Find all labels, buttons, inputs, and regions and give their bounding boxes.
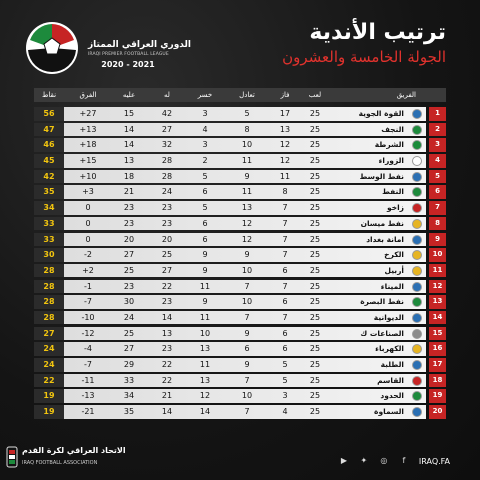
diff-cell: 0 — [85, 234, 91, 244]
lost-cell: 9 — [202, 265, 208, 275]
position-badge: 7 — [429, 201, 446, 215]
lost-cell: 13 — [199, 375, 211, 385]
team-name: الشرطة — [374, 140, 404, 150]
social-handle[interactable]: IRAQ.FA — [418, 456, 450, 466]
played-cell: 25 — [309, 109, 321, 118]
team-crest-icon — [412, 172, 422, 182]
row-bar — [34, 233, 426, 247]
table-row — [34, 310, 446, 326]
drawn-cell: 11 — [241, 156, 253, 166]
league-name-english: IRAQI PREMIER FOOTBALL LEAGUE — [88, 52, 169, 57]
drawn-cell: 7 — [244, 281, 250, 291]
diff-cell: -2 — [84, 250, 92, 260]
played-cell: 25 — [309, 297, 321, 307]
against-cell: 30 — [123, 297, 135, 307]
row-bar — [34, 154, 426, 168]
played-cell: 25 — [309, 124, 321, 134]
points-cell: 46 — [34, 138, 64, 152]
fa-name-english: IRAQ FOOTBALL ASSOCIATION — [22, 460, 98, 466]
fa-name-arabic: الاتحاد العراقي لكرة القدم — [22, 446, 126, 455]
position-badge: 17 — [429, 358, 446, 372]
social-links — [339, 456, 450, 466]
points-cell: 19 — [34, 389, 64, 403]
played-cell: 25 — [309, 265, 321, 275]
league-logo — [22, 18, 82, 78]
diff-cell: -10 — [81, 312, 95, 322]
position-badge: 20 — [429, 405, 446, 419]
against-cell: 25 — [123, 265, 135, 275]
points-cell: 24 — [34, 342, 64, 356]
diff-cell: +10 — [79, 171, 97, 181]
points-cell: 19 — [34, 405, 64, 419]
won-cell: 4 — [282, 407, 288, 417]
for-cell: 24 — [161, 187, 173, 197]
round-subtitle: الجولة الخامسة والعشرون — [282, 48, 446, 66]
footer — [0, 438, 480, 480]
against-cell: 23 — [123, 203, 135, 213]
team-crest-icon — [412, 203, 422, 213]
won-cell: 6 — [282, 297, 288, 307]
for-cell: 14 — [161, 407, 173, 417]
diff-cell: -4 — [84, 344, 92, 354]
col-diff: الفرق — [79, 91, 97, 99]
team-name: النجف — [381, 124, 404, 134]
row-bar — [34, 123, 426, 137]
points-cell: 47 — [34, 123, 64, 137]
diff-cell: -11 — [81, 375, 95, 385]
for-cell: 27 — [161, 265, 173, 275]
diff-cell: +3 — [82, 187, 94, 197]
position-badge: 18 — [429, 374, 446, 388]
diff-cell: -13 — [81, 391, 95, 401]
facebook-icon[interactable]: f — [402, 456, 406, 465]
team-name: الطلبة — [380, 360, 404, 369]
diff-cell: +27 — [79, 109, 97, 118]
for-cell: 23 — [161, 344, 173, 354]
drawn-cell: 7 — [244, 312, 250, 322]
played-cell: 25 — [309, 171, 321, 181]
position-badge: 11 — [429, 264, 446, 278]
table-row — [34, 247, 446, 263]
for-cell: 13 — [161, 328, 173, 338]
team-crest-icon — [412, 329, 422, 339]
team-crest-icon — [412, 407, 422, 417]
lost-cell: 6 — [202, 218, 208, 228]
row-bar — [34, 201, 426, 215]
played-cell: 25 — [309, 312, 321, 322]
lost-cell: 13 — [199, 344, 211, 354]
team-name: الكهرباء — [375, 344, 404, 354]
col-against: عليه — [122, 91, 136, 99]
position-badge: 16 — [429, 342, 446, 356]
team-crest-icon — [412, 297, 422, 307]
won-cell: 7 — [282, 312, 288, 322]
against-cell: 14 — [123, 124, 135, 134]
won-cell: 13 — [279, 124, 291, 134]
league-name-arabic: الدوري العراقي الممتاز — [88, 40, 191, 50]
won-cell: 12 — [279, 156, 291, 166]
position-badge: 14 — [429, 311, 446, 325]
position-badge: 8 — [429, 217, 446, 231]
table-row — [34, 357, 446, 373]
against-cell: 27 — [123, 344, 135, 354]
against-cell: 27 — [123, 250, 135, 260]
team-name: القوة الجوية — [358, 109, 404, 118]
against-cell: 24 — [123, 312, 135, 322]
for-cell: 22 — [161, 281, 173, 291]
table-row — [34, 263, 446, 279]
standings-table — [34, 106, 446, 420]
played-cell: 25 — [309, 391, 321, 401]
points-cell: 34 — [34, 201, 64, 215]
team-crest-icon — [412, 219, 422, 229]
played-cell: 25 — [309, 375, 321, 385]
for-cell: 27 — [161, 124, 173, 134]
played-cell: 25 — [309, 407, 321, 417]
lost-cell: 6 — [202, 187, 208, 197]
for-cell: 23 — [161, 203, 173, 213]
points-cell: 33 — [34, 217, 64, 231]
team-name: أربيل — [384, 265, 404, 275]
table-row — [34, 404, 446, 420]
table-row — [34, 373, 446, 389]
row-bar — [34, 327, 426, 341]
position-badge: 3 — [429, 138, 446, 152]
played-cell: 25 — [309, 281, 321, 291]
team-name: النفط — [382, 187, 404, 197]
against-cell: 14 — [123, 140, 135, 150]
against-cell: 23 — [123, 281, 135, 291]
points-cell: 27 — [34, 327, 64, 341]
row-bar — [34, 311, 426, 325]
points-cell: 28 — [34, 264, 64, 278]
drawn-cell: 13 — [241, 203, 253, 213]
for-cell: 25 — [161, 250, 173, 260]
for-cell: 14 — [161, 312, 173, 322]
page-title: ترتيب الأندية — [309, 20, 446, 45]
played-cell: 25 — [309, 156, 321, 166]
drawn-cell: 9 — [244, 250, 250, 260]
col-drawn: تعادل — [239, 91, 255, 99]
position-badge: 6 — [429, 185, 446, 199]
team-name: الكرخ — [384, 250, 404, 260]
points-cell: 30 — [34, 248, 64, 262]
against-cell: 25 — [123, 328, 135, 338]
row-bar — [34, 358, 426, 372]
for-cell: 22 — [161, 360, 173, 369]
team-crest-icon — [412, 235, 422, 245]
lost-cell: 5 — [202, 203, 208, 213]
lost-cell: 10 — [199, 328, 211, 338]
diff-cell: -1 — [84, 281, 92, 291]
lost-cell: 11 — [199, 312, 211, 322]
won-cell: 11 — [279, 171, 291, 181]
table-row — [34, 232, 446, 248]
played-cell: 25 — [309, 234, 321, 244]
table-row — [34, 106, 446, 122]
played-cell: 25 — [309, 140, 321, 150]
diff-cell: -7 — [84, 297, 92, 307]
points-cell: 56 — [34, 107, 64, 121]
team-crest-icon — [412, 109, 422, 119]
position-badge: 2 — [429, 123, 446, 137]
row-bar — [34, 405, 426, 419]
points-cell: 28 — [34, 295, 64, 309]
drawn-cell: 12 — [241, 234, 253, 244]
points-cell: 42 — [34, 170, 64, 184]
team-crest-icon — [412, 140, 422, 150]
row-bar — [34, 280, 426, 294]
for-cell: 22 — [161, 375, 173, 385]
team-name: زاخو — [387, 203, 404, 213]
col-points: نقاط — [41, 91, 57, 99]
row-bar — [34, 264, 426, 278]
won-cell: 6 — [282, 344, 288, 354]
diff-cell: -7 — [84, 360, 92, 369]
position-badge: 5 — [429, 170, 446, 184]
twitter-icon[interactable]: ✦ — [360, 456, 368, 465]
won-cell: 7 — [282, 203, 288, 213]
col-lost: خسر — [197, 91, 213, 99]
team-name: نفط البصرة — [360, 297, 404, 307]
drawn-cell: 5 — [244, 109, 250, 118]
lost-cell: 11 — [199, 360, 211, 369]
team-name: نفط ميسان — [360, 218, 404, 228]
points-cell: 24 — [34, 358, 64, 372]
diff-cell: -21 — [81, 407, 95, 417]
for-cell: 28 — [161, 171, 173, 181]
team-crest-icon — [412, 125, 422, 135]
table-row — [34, 153, 446, 169]
played-cell: 25 — [309, 360, 321, 369]
row-bar — [34, 248, 426, 262]
position-badge: 13 — [429, 295, 446, 309]
against-cell: 20 — [123, 234, 135, 244]
diff-cell: +18 — [79, 140, 97, 150]
points-cell: 33 — [34, 233, 64, 247]
table-row — [34, 279, 446, 295]
diff-cell: 0 — [85, 203, 91, 213]
table-row — [34, 326, 446, 342]
lost-cell: 12 — [199, 391, 211, 401]
position-badge: 9 — [429, 233, 446, 247]
team-crest-icon — [412, 156, 422, 166]
col-played: لعب — [308, 91, 322, 99]
team-crest-icon — [412, 360, 422, 370]
position-badge: 1 — [429, 107, 446, 121]
position-badge: 19 — [429, 389, 446, 403]
lost-cell: 5 — [202, 171, 208, 181]
lost-cell: 2 — [202, 156, 208, 166]
drawn-cell: 10 — [241, 297, 253, 307]
youtube-icon[interactable]: ▶ — [340, 456, 347, 465]
team-crest-icon — [412, 266, 422, 276]
team-crest-icon — [412, 313, 422, 323]
won-cell: 6 — [282, 328, 288, 338]
fa-logo-icon — [6, 446, 18, 468]
against-cell: 34 — [123, 391, 135, 401]
against-cell: 15 — [123, 109, 135, 118]
for-cell: 42 — [161, 109, 173, 118]
position-badge: 4 — [429, 154, 446, 168]
team-name: نفط الوسط — [359, 171, 404, 181]
drawn-cell: 8 — [244, 124, 250, 134]
won-cell: 7 — [282, 281, 288, 291]
points-cell: 28 — [34, 311, 64, 325]
against-cell: 23 — [123, 218, 135, 228]
team-name: الديوانية — [373, 312, 404, 322]
team-crest-icon — [412, 250, 422, 260]
drawn-cell: 9 — [244, 328, 250, 338]
row-bar — [34, 374, 426, 388]
team-name: الزوراء — [378, 156, 404, 166]
won-cell: 6 — [282, 265, 288, 275]
won-cell: 7 — [282, 234, 288, 244]
col-team: الفريق — [396, 91, 416, 99]
position-badge: 15 — [429, 327, 446, 341]
team-name: القاسم — [377, 375, 404, 385]
for-cell: 20 — [161, 234, 173, 244]
lost-cell: 3 — [202, 140, 208, 150]
col-won: فاز — [280, 91, 290, 99]
lost-cell: 14 — [199, 407, 211, 417]
table-row — [34, 169, 446, 185]
against-cell: 18 — [123, 171, 135, 181]
won-cell: 7 — [282, 218, 288, 228]
won-cell: 17 — [279, 109, 291, 118]
lost-cell: 9 — [202, 250, 208, 260]
lost-cell: 4 — [202, 124, 208, 134]
drawn-cell: 7 — [244, 375, 250, 385]
played-cell: 25 — [309, 187, 321, 197]
position-badge: 12 — [429, 280, 446, 294]
played-cell: 25 — [309, 218, 321, 228]
team-name: امانة بغداد — [366, 234, 404, 244]
team-crest-icon — [412, 187, 422, 197]
table-row — [34, 122, 446, 138]
table-row — [34, 216, 446, 232]
header — [0, 0, 480, 82]
table-row — [34, 184, 446, 200]
table-row — [34, 137, 446, 153]
row-bar — [34, 389, 426, 403]
team-name: الميناء — [380, 281, 404, 291]
lost-cell: 11 — [199, 281, 211, 291]
won-cell: 7 — [282, 250, 288, 260]
points-cell: 35 — [34, 185, 64, 199]
against-cell: 35 — [123, 407, 135, 417]
row-bar — [34, 185, 426, 199]
table-row — [34, 294, 446, 310]
for-cell: 23 — [161, 218, 173, 228]
won-cell: 5 — [282, 360, 288, 369]
row-bar — [34, 138, 426, 152]
table-row — [34, 341, 446, 357]
team-crest-icon — [412, 344, 422, 354]
won-cell: 12 — [279, 140, 291, 150]
won-cell: 8 — [282, 187, 288, 197]
for-cell: 32 — [161, 140, 173, 150]
row-bar — [34, 295, 426, 309]
points-cell: 45 — [34, 154, 64, 168]
drawn-cell: 10 — [241, 140, 253, 150]
row-bar — [34, 107, 426, 121]
table-row — [34, 388, 446, 404]
diff-cell: -12 — [81, 328, 95, 338]
diff-cell: +13 — [79, 124, 97, 134]
season-label: 2020 - 2021 — [101, 60, 155, 69]
for-cell: 28 — [161, 156, 173, 166]
drawn-cell: 7 — [244, 407, 250, 417]
played-cell: 25 — [309, 328, 321, 338]
drawn-cell: 9 — [244, 360, 250, 369]
against-cell: 21 — [123, 187, 135, 197]
lost-cell: 3 — [202, 109, 208, 118]
row-bar — [34, 342, 426, 356]
points-cell: 28 — [34, 280, 64, 294]
against-cell: 13 — [123, 156, 135, 166]
team-crest-icon — [412, 376, 422, 386]
row-bar — [34, 217, 426, 231]
won-cell: 3 — [282, 391, 288, 401]
league-name-block — [88, 40, 191, 69]
drawn-cell: 10 — [241, 391, 253, 401]
position-badge: 10 — [429, 248, 446, 262]
team-name: الصناعات ك — [360, 328, 404, 338]
diff-cell: +2 — [82, 265, 94, 275]
team-name: السماوة — [374, 407, 404, 417]
col-for: له — [164, 91, 170, 99]
instagram-icon[interactable]: ◎ — [380, 456, 388, 465]
team-crest-icon — [412, 282, 422, 292]
drawn-cell: 11 — [241, 187, 253, 197]
against-cell: 29 — [123, 360, 135, 369]
for-cell: 21 — [161, 391, 173, 401]
points-cell: 22 — [34, 374, 64, 388]
row-bar — [34, 170, 426, 184]
diff-cell: 0 — [85, 218, 91, 228]
drawn-cell: 9 — [244, 171, 250, 181]
drawn-cell: 6 — [244, 344, 250, 354]
played-cell: 25 — [309, 203, 321, 213]
played-cell: 25 — [309, 250, 321, 260]
lost-cell: 9 — [202, 297, 208, 307]
table-row — [34, 200, 446, 216]
for-cell: 23 — [161, 297, 173, 307]
lost-cell: 6 — [202, 234, 208, 244]
diff-cell: +15 — [79, 156, 97, 166]
drawn-cell: 12 — [241, 218, 253, 228]
team-name: الحدود — [380, 391, 404, 401]
won-cell: 5 — [282, 375, 288, 385]
drawn-cell: 10 — [241, 265, 253, 275]
table-header — [34, 88, 446, 102]
team-crest-icon — [412, 391, 422, 401]
played-cell: 25 — [309, 344, 321, 354]
against-cell: 33 — [123, 375, 135, 385]
